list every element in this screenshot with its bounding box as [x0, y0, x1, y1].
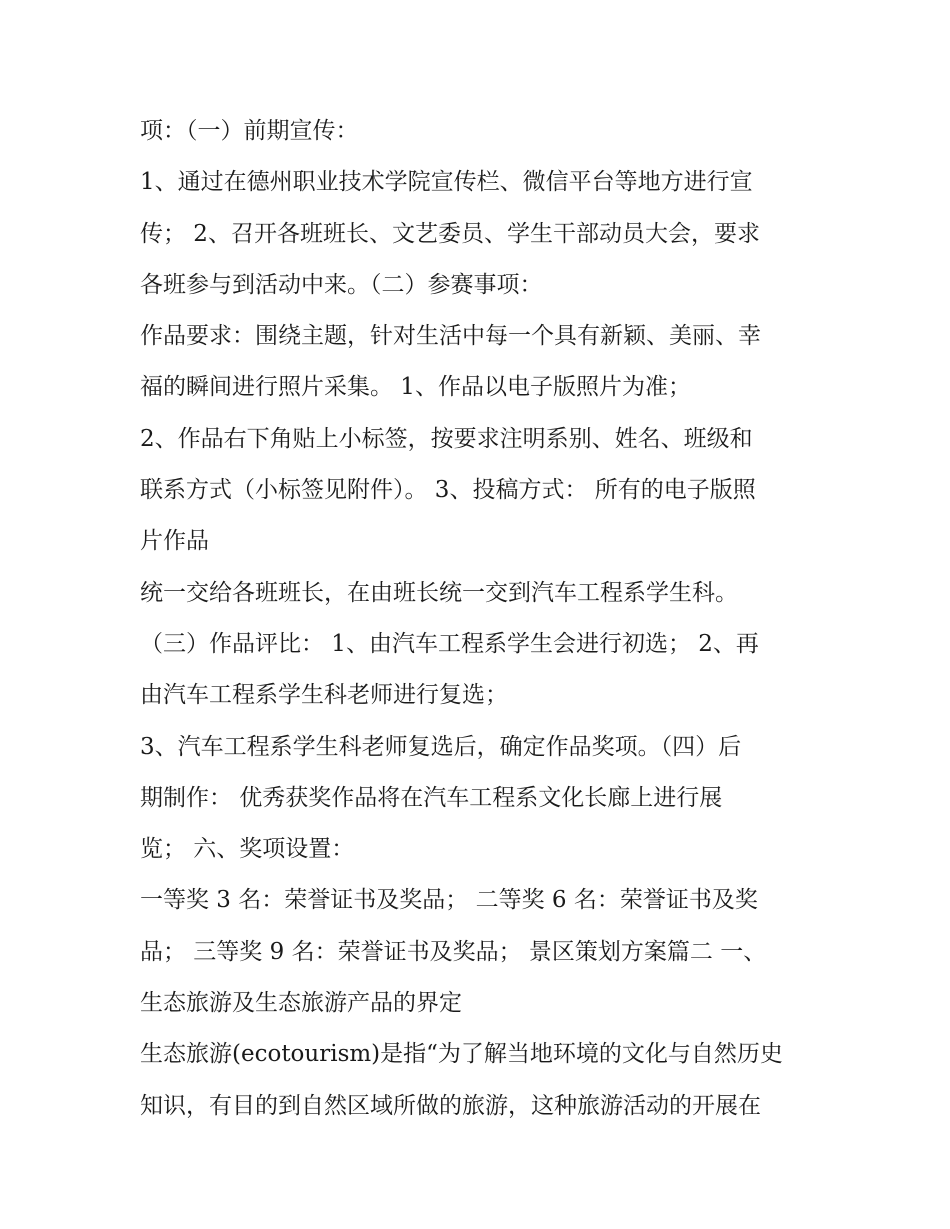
text-line: 片作品 — [140, 528, 209, 555]
text-line: 生态旅游及生态旅游产品的界定 — [140, 990, 462, 1017]
text-line: 项：（一）前期宣传： — [140, 118, 359, 144]
text-line: 览； 六、奖项设置： — [140, 836, 355, 863]
text-line: 作品要求：围绕主题，针对生活中每一个具有新颖、美丽、幸 — [140, 323, 761, 350]
text-line: 知识，有目的到自然区域所做的旅游，这种旅游活动的开展在 — [140, 1092, 761, 1119]
text-line: 品； 三等奖 9 名：荣誉证书及奖品； 景区策划方案篇二 一、 — [140, 938, 767, 965]
text-line: 一等奖 3 名：荣誉证书及奖品； 二等奖 6 名：荣誉证书及奖 — [140, 887, 758, 914]
text-line: 生态旅游(ecotourism)是指“为了解当地环境的文化与自然历史 — [140, 1041, 783, 1068]
text-line: 1、通过在德州职业技术学院宣传栏、微信平台等地方进行宣 — [140, 169, 753, 196]
body-text — [140, 110, 830, 1136]
text-line: 2、作品右下角贴上小标签，按要求注明系别、姓名、班级和 — [140, 425, 753, 452]
text-line: 各班参与到活动中来。（二）参赛事项： — [140, 271, 543, 298]
text-line: 传； 2、召开各班班长、文艺委员、学生干部动员大会，要求 — [140, 220, 760, 247]
text-line: 期制作： 优秀获奖作品将在汽车工程系文化长廊上进行展 — [140, 784, 723, 811]
text-line: （三）作品评比： 1、由汽车工程系学生会进行初选； 2、再 — [140, 630, 759, 657]
text-line: 联系方式（小标签见附件）。 3、投稿方式： 所有的电子版照 — [140, 477, 756, 504]
text-line: 统一交给各班班长，在由班长统一交到汽车工程系学生科。 — [140, 579, 738, 606]
text-line: 福的瞬间进行照片采集。 1、作品以电子版照片为准； — [140, 374, 691, 401]
text-line: 3、汽车工程系学生科老师复选后，确定作品奖项。（四）后 — [140, 733, 742, 760]
text-line: 由汽车工程系学生科老师进行复选； — [140, 682, 508, 709]
